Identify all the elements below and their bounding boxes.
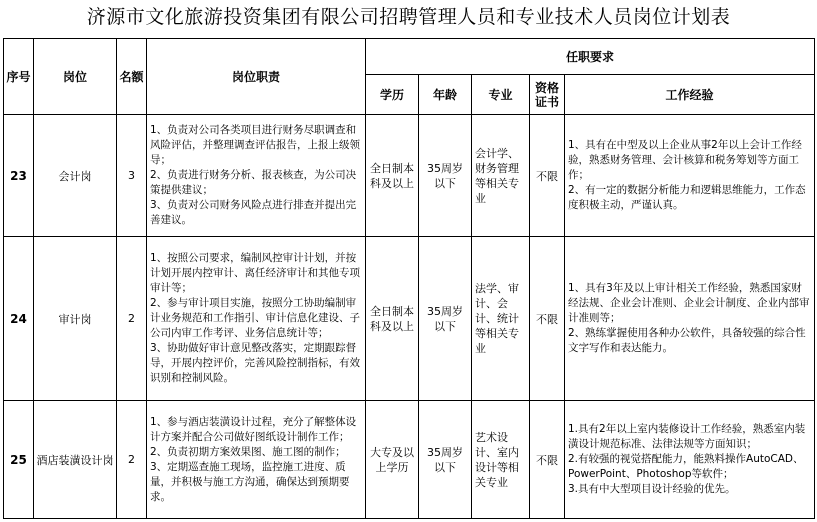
header-education: 学历 <box>366 75 419 115</box>
header-quota: 名额 <box>117 39 147 115</box>
row-duties: 1、按照公司要求，编制风控审计计划，并按计划开展内控审计、离任经济审计和其他专项审计等； 2、参与审计项目实施，按照分工协助编制审计业务规范和工作指引、审计信息化建设、子公司内审工作考评、业务信息统计等； 3、协助做好审计意见整改落实，定期跟踪督导，开展内控评价，完善风险控制指标，有效识别和控制风险。 <box>147 237 366 401</box>
header-requirements: 任职要求 <box>366 39 815 75</box>
table-row <box>4 115 815 237</box>
table-row <box>4 401 815 519</box>
row-duties: 1、参与酒店装潢设计过程，充分了解整体设计方案并配合公司做好图纸设计制作工作； 2、负责初期方案效果图、施工图的制作； 3、定期巡查施工现场，监控施工进度、质量，并积极与施工方沟通，确保达到预期要求。 <box>147 401 366 519</box>
row-seq: 25 <box>4 401 34 519</box>
position-plan-table <box>3 38 815 519</box>
row-major: 艺术设计、室内设计等相关专业 <box>472 401 530 519</box>
header-experience: 工作经验 <box>565 75 815 115</box>
row-education: 全日制本科及以上 <box>366 115 419 237</box>
row-age: 35周岁以下 <box>419 237 472 401</box>
header-certificate: 资格证书 <box>530 75 565 115</box>
row-major: 会计学、财务管理等相关专业 <box>472 115 530 237</box>
row-education: 全日制本科及以上 <box>366 237 419 401</box>
row-quota: 3 <box>117 115 147 237</box>
row-position: 审计岗 <box>34 237 117 401</box>
row-quota: 2 <box>117 237 147 401</box>
row-duties: 1、负责对公司各类项目进行财务尽职调查和风险评估，并整理调查评估报告，上报上级领导； 2、负责进行财务分析、报表核查，为公司决策提供建议； 3、负责对公司财务风险点进行排查并提出完善建议。 <box>147 115 366 237</box>
row-certificate: 不限 <box>530 401 565 519</box>
header-seq: 序号 <box>4 39 34 115</box>
row-experience: 1、具有3年及以上审计相关工作经验，熟悉国家财经法规、企业会计准则、企业会计制度、企业内部审计准则等； 2、熟练掌握使用各种办公软件，具备较强的综合性文字写作和表达能力。 <box>565 237 815 401</box>
row-seq: 24 <box>4 237 34 401</box>
row-experience: 1、具有在中型及以上企业从事2年以上会计工作经验，熟悉财务管理、会计核算和税务筹划等方面工作； 2、有一定的数据分析能力和逻辑思维能力，工作态度积极主动，严谨认真。 <box>565 115 815 237</box>
row-age: 35周岁以下 <box>419 401 472 519</box>
row-position: 酒店装潢设计岗 <box>34 401 117 519</box>
row-education: 大专及以上学历 <box>366 401 419 519</box>
row-certificate: 不限 <box>530 115 565 237</box>
row-position: 会计岗 <box>34 115 117 237</box>
row-age: 35周岁以下 <box>419 115 472 237</box>
row-seq: 23 <box>4 115 34 237</box>
header-age: 年龄 <box>419 75 472 115</box>
row-experience: 1.具有2年以上室内装修设计工作经验，熟悉室内装潢设计规范标准、法律法规等方面知识； 2.有较强的视觉搭配能力，能熟料操作AutoCAD、PowerPoint、Photoshop等软件； 3.具有中大型项目设计经验的优先。 <box>565 401 815 519</box>
header-duties: 岗位职责 <box>147 39 366 115</box>
table-row <box>4 237 815 401</box>
header-row-top <box>4 39 815 75</box>
page-title: 济源市文化旅游投资集团有限公司招聘管理人员和专业技术人员岗位计划表 <box>86 6 731 28</box>
header-major: 专业 <box>472 75 530 115</box>
header-position: 岗位 <box>34 39 117 115</box>
row-quota: 2 <box>117 401 147 519</box>
row-certificate: 不限 <box>530 237 565 401</box>
row-major: 法学、审计、会计、统计等相关专业 <box>472 237 530 401</box>
